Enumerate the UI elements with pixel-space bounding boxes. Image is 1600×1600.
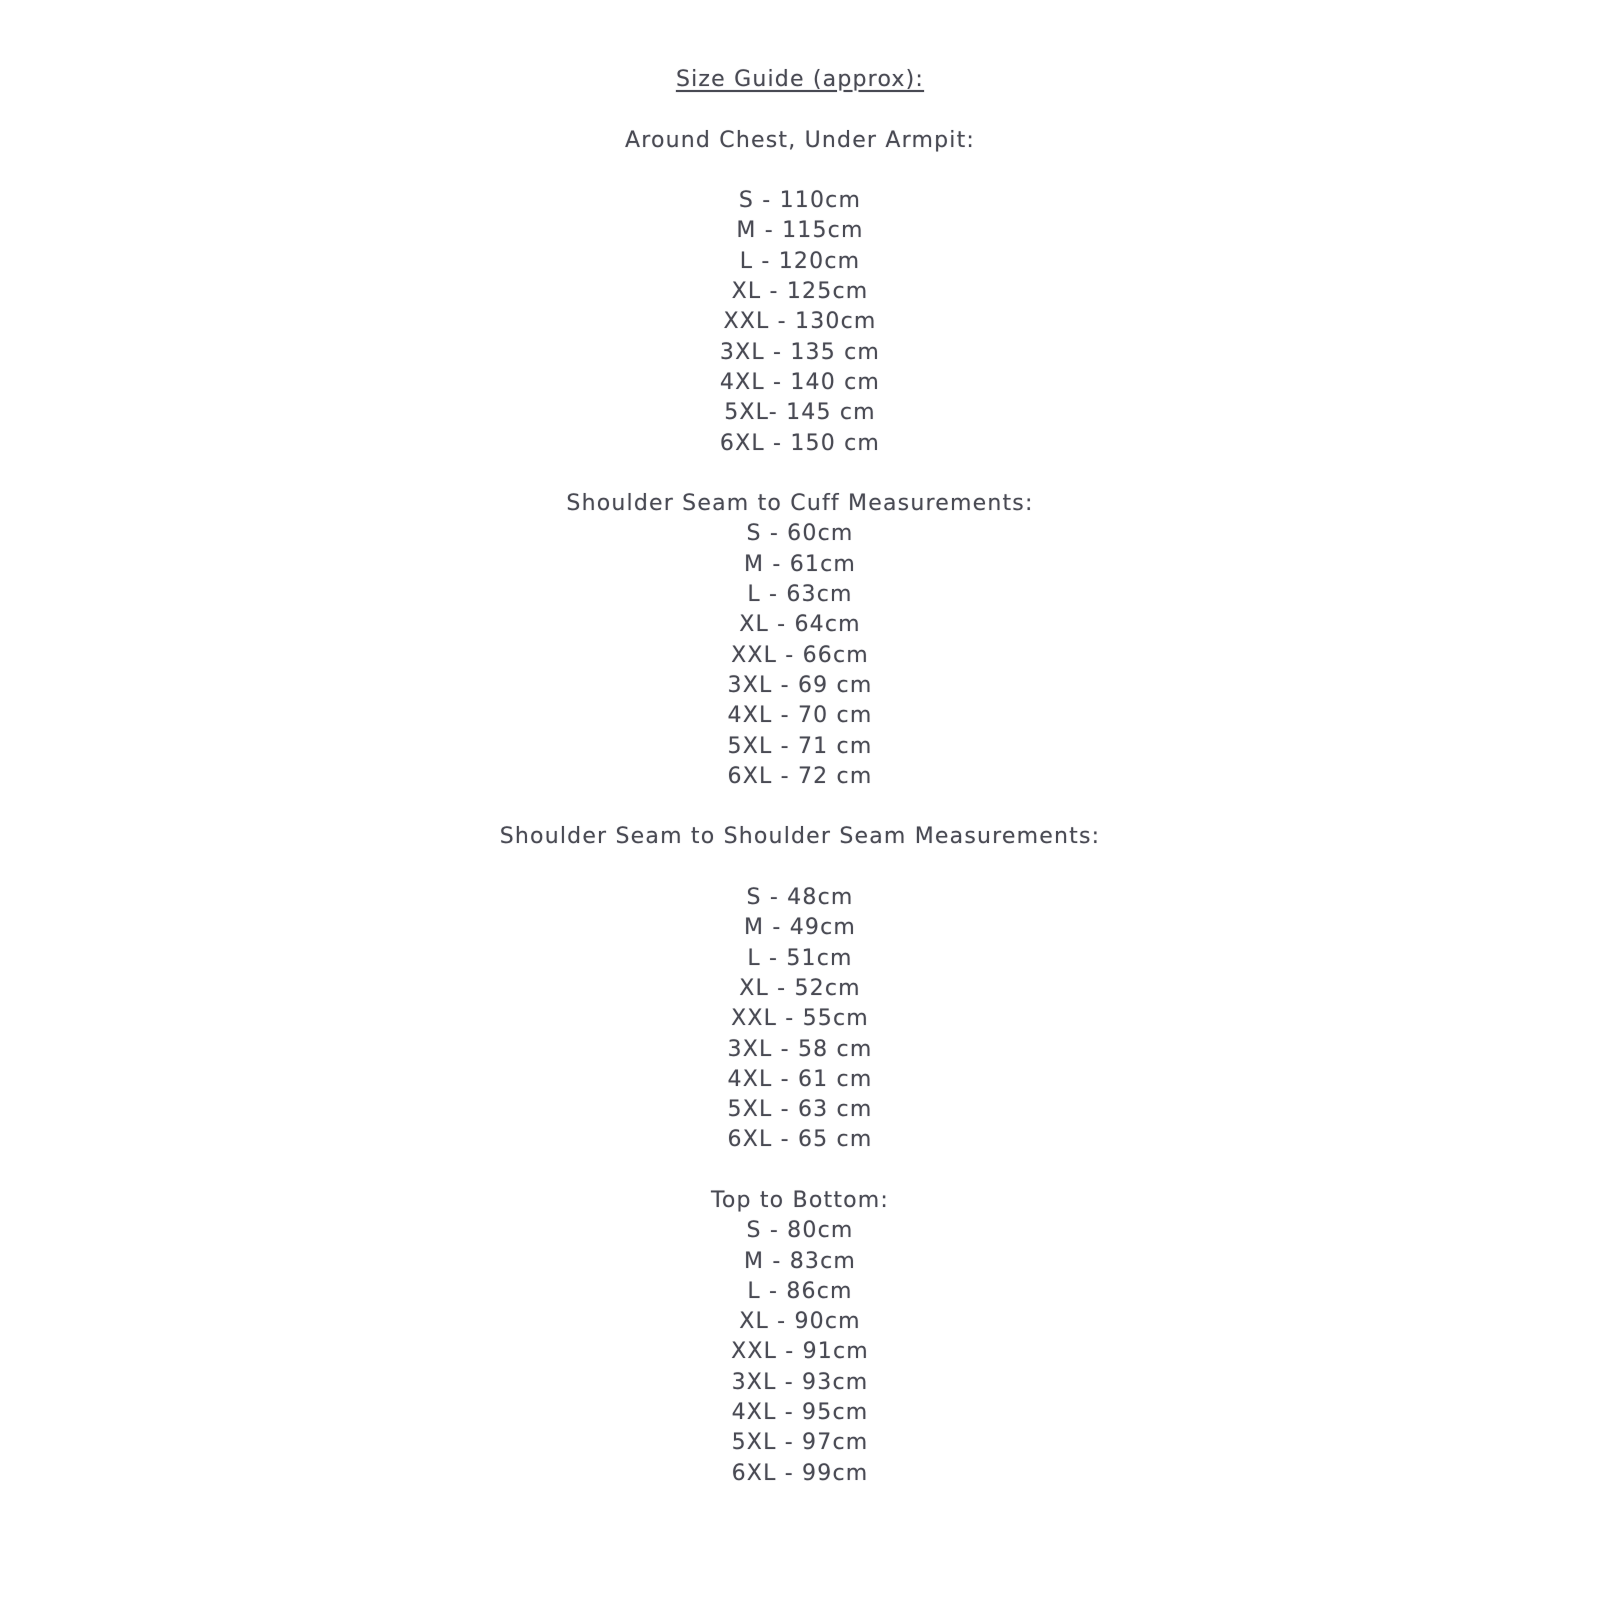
size-line: 5XL - 97cm (731, 1430, 869, 1456)
size-line: 3XL - 93cm (731, 1369, 869, 1395)
size-line: 3XL - 58 cm (727, 1036, 873, 1062)
size-line: S - 60cm (746, 521, 854, 547)
size-line: 3XL - 135 cm (719, 339, 881, 365)
size-line: S - 80cm (746, 1218, 854, 1244)
section-heading: Top to Bottom: (710, 1187, 890, 1213)
size-line: 6XL - 150 cm (719, 430, 881, 456)
size-line: 5XL - 71 cm (727, 733, 873, 759)
size-section (36, 822, 1564, 1155)
size-line: M - 83cm (743, 1248, 857, 1274)
size-line: 6XL - 65 cm (727, 1127, 873, 1153)
size-line: 5XL - 63 cm (727, 1097, 873, 1123)
size-line: 3XL - 69 cm (727, 672, 873, 698)
size-section (36, 1186, 1564, 1489)
size-guide-document (36, 0, 1564, 1489)
size-line: 4XL - 140 cm (719, 369, 881, 395)
size-line: S - 110cm (738, 188, 862, 214)
size-line: XL - 52cm (739, 975, 861, 1001)
size-line: XXL - 91cm (731, 1339, 869, 1365)
size-line: XL - 125cm (731, 279, 869, 305)
size-line: L - 63cm (747, 582, 853, 608)
size-line: M - 61cm (743, 551, 857, 577)
size-line: M - 115cm (736, 218, 864, 244)
size-line: L - 86cm (747, 1278, 853, 1304)
section-heading: Around Chest, Under Armpit: (624, 127, 976, 153)
size-line: XXL - 55cm (731, 1006, 869, 1032)
size-line: XL - 64cm (739, 612, 861, 638)
size-line: 6XL - 72 cm (727, 763, 873, 789)
size-section (36, 489, 1564, 792)
size-section (36, 126, 1564, 459)
size-sections (36, 126, 1564, 1489)
size-line: S - 48cm (746, 885, 854, 911)
section-heading: Shoulder Seam to Shoulder Seam Measurements: (499, 824, 1101, 850)
size-line: 4XL - 61 cm (727, 1066, 873, 1092)
section-heading: Shoulder Seam to Cuff Measurements: (566, 491, 1034, 517)
size-line: L - 120cm (739, 248, 861, 274)
size-line: XL - 90cm (739, 1309, 861, 1335)
size-line: M - 49cm (743, 915, 857, 941)
size-line: 4XL - 70 cm (727, 703, 873, 729)
page-title: Size Guide (approx): (675, 67, 925, 92)
size-line: L - 51cm (747, 945, 853, 971)
size-line: 4XL - 95cm (731, 1400, 869, 1426)
size-line: XXL - 66cm (731, 642, 869, 668)
size-line: XXL - 130cm (723, 309, 877, 335)
size-line: 6XL - 99cm (731, 1460, 869, 1486)
size-line: 5XL- 145 cm (724, 400, 876, 426)
